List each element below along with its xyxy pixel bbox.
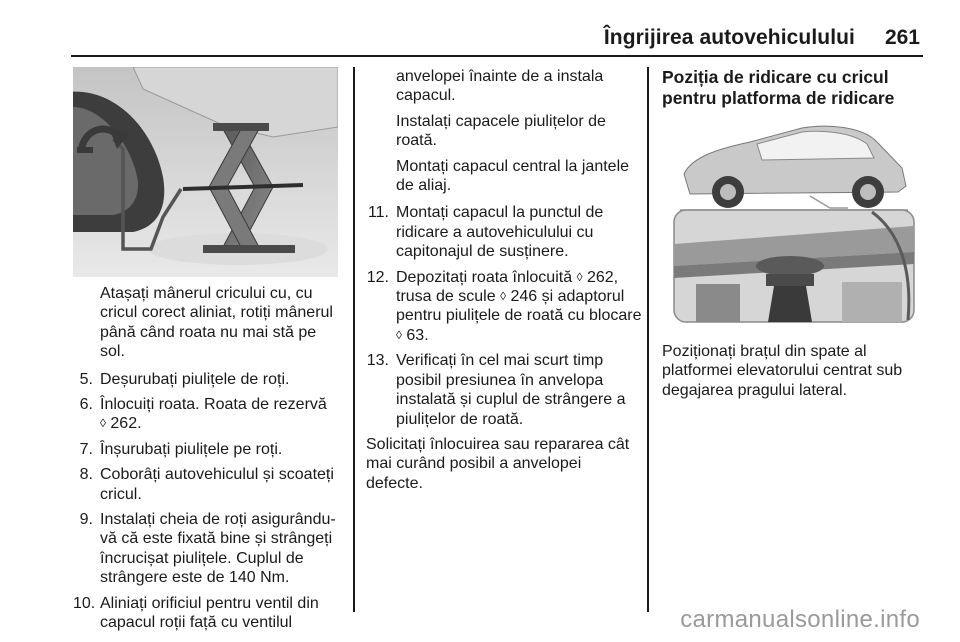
watermark: carmanualsonline.info <box>680 606 920 633</box>
column-right <box>662 67 932 115</box>
page-ref[interactable]: 63 <box>406 326 425 344</box>
step-text: Verificați în cel mai scurt timp posibil presiunea în anvelopa instalată și cuplul de strângere a piulițelor de roată. <box>396 352 626 428</box>
step-10 <box>73 594 345 633</box>
page-ref-icon: ◊ <box>396 327 402 342</box>
page-ref-icon: ◊ <box>100 416 106 431</box>
step-text: Înșurubați piulițele pe roți. <box>100 440 283 458</box>
step-text: Instalați cheia de roți asigurându-vă că este fixată bine și strângeți încrucișat piulițele. Cuplul de strângere este de 140 Nm. <box>100 511 336 587</box>
step-text: Înlocuiți roata. Roata de rezervă ◊ 262. <box>100 396 327 433</box>
step-number: 6. <box>79 396 93 414</box>
step-number: 7. <box>79 440 93 458</box>
column-divider <box>353 67 355 612</box>
lift-figure <box>662 114 926 326</box>
column-divider <box>647 67 649 612</box>
header-rule <box>71 55 923 57</box>
jack-intro-paragraph: Atașați mânerul cricului cu, cu cricul corect aliniat, rotiți mânerul până când roata nu mai stă pe sol. <box>100 285 333 361</box>
closing-paragraph: Solicitați înlocuirea sau repararea cât mai curând posibil a anvelopei defecte. <box>366 435 630 492</box>
center-cap-paragraph: Montați capacul central la jantele de aliaj. <box>396 157 630 195</box>
page-ref[interactable]: 246 <box>510 288 538 306</box>
column-right-text <box>662 342 932 406</box>
step-number: 13. <box>366 352 389 370</box>
step-text: Aliniați orificiul pentru ventil din capacul roții față cu ventilul <box>100 594 319 632</box>
jack-figure <box>73 67 338 277</box>
section-heading: Poziția de ridicare cu cricul pentru platforma de ridicare <box>662 67 895 108</box>
lift-arm-paragraph: Poziționați brațul din spate al platformei elevatorului centrat sub degajarea pragului lateral. <box>662 343 903 399</box>
page-ref-icon: ◊ <box>576 269 583 284</box>
page-ref-icon: ◊ <box>500 289 506 304</box>
column-left <box>73 284 345 639</box>
page-number: 261 <box>884 26 920 49</box>
step-number: 11. <box>367 204 389 222</box>
cap-nuts-paragraph: Instalați capacele piulițelor de roată. <box>396 112 606 150</box>
jack-illustration <box>73 67 338 277</box>
step-number: 10. <box>73 594 96 612</box>
step-text: Coborâți autovehiculul și scoateți cricul. <box>100 466 334 503</box>
step-7 <box>73 440 345 459</box>
page-ref[interactable]: 262 <box>110 415 138 433</box>
step-8 <box>73 465 345 504</box>
page-ref[interactable]: 262 <box>586 268 614 286</box>
lift-illustration <box>662 114 926 326</box>
header-title: Îngrijirea autovehiculului <box>603 26 855 49</box>
step-number: 9. <box>79 511 93 529</box>
step-13 <box>366 351 642 429</box>
continuation-text: anvelopei înainte de a instala capacul. <box>396 68 604 105</box>
step-5 <box>73 370 345 389</box>
step-12 <box>366 268 642 346</box>
column-middle <box>366 67 642 499</box>
step-text: Depozitați roata înlocuită ◊ 262, trusa de scule ◊ 246 și adaptorul pentru piulițele de roată cu blocare ◊ 63. <box>396 268 642 344</box>
step-6 <box>73 395 345 434</box>
step-number: 8. <box>79 466 93 484</box>
step-number: 5. <box>79 370 93 388</box>
step-9 <box>73 510 345 588</box>
step-number: 12. <box>366 268 389 286</box>
step-text: Montați capacul la punctul de ridicare a autovehiculului cu capitonajul de susținere. <box>396 204 604 261</box>
step-text: Deșurubați piulițele de roți. <box>100 370 290 388</box>
page-header <box>0 0 960 56</box>
step-11 <box>366 203 642 261</box>
